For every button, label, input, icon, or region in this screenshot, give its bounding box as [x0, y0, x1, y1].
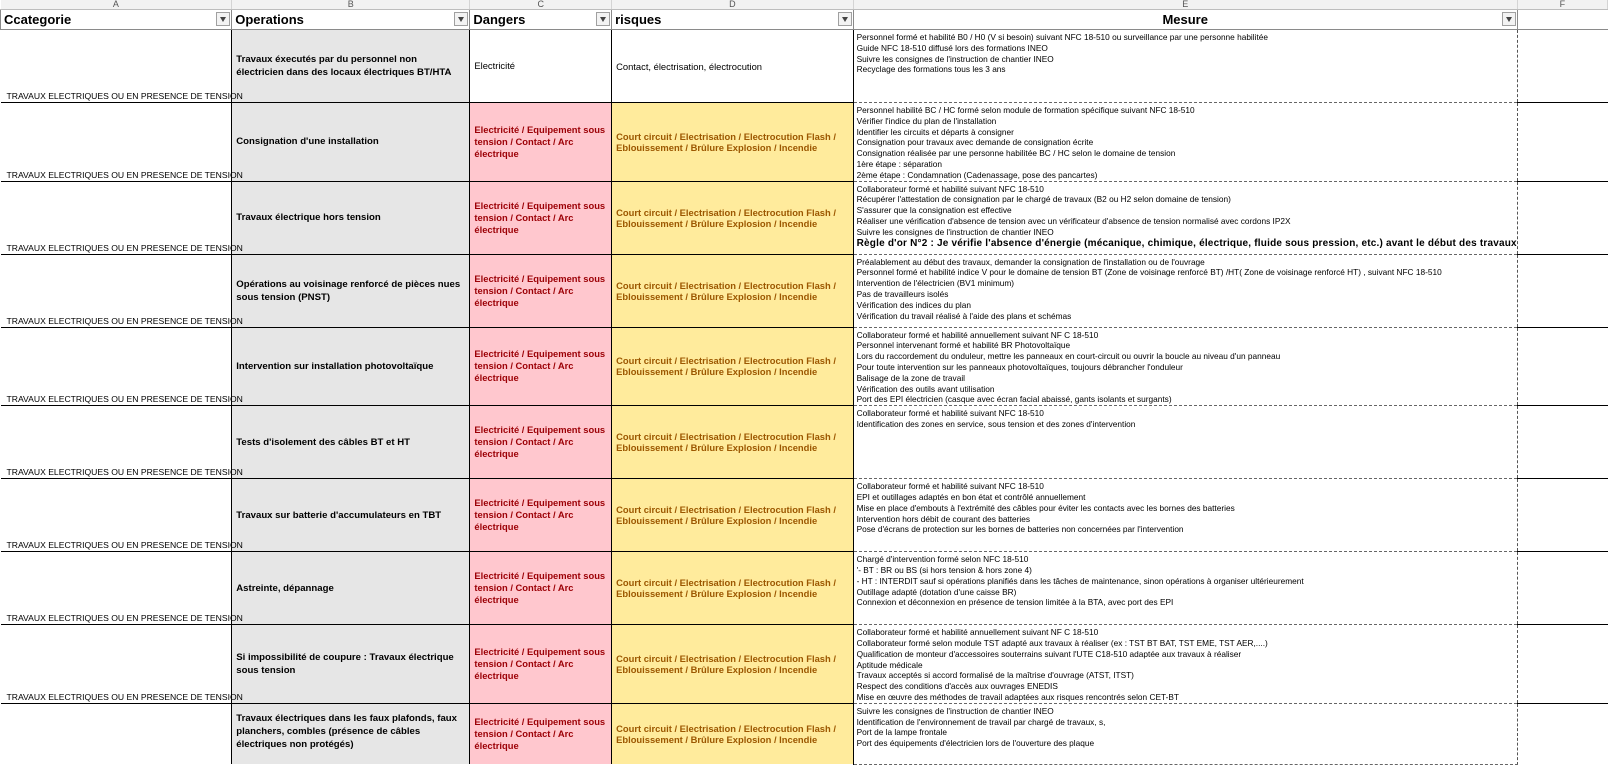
mesure-line: Lors du raccordement du onduleur, mettre les panneaux en court-circuit ou ouvrir la boucle au niveau d'un panneau [856, 351, 1281, 362]
filter-dropdown-icon[interactable] [838, 12, 852, 26]
column-letter-a[interactable]: A [1, 0, 232, 10]
cell-categorie[interactable] [1, 327, 243, 406]
mesure-line: Personnel formé et habilité B0 / H0 (V si besoin) suivant NFC 18-510 ou surveillance par une personne habilitée [856, 32, 1268, 42]
mesure-line: - HT : INTERDIT sauf si opérations planifiés dans les tâches de maintenance, sinon opérations à organiser ultérieurement [856, 575, 1304, 586]
table-row [1, 552, 1608, 625]
operation-text: Travaux électriques dans les faux plafonds, faux planchers, combles (présence de câbles électriques non protégés) [236, 712, 457, 750]
cell-operation[interactable] [232, 406, 470, 479]
mesure-line: Réaliser une vérification d'absence de tension avec un vérificateur d'absence de tension normalisé avec cordons IP2X [856, 215, 1291, 226]
cell-operation[interactable] [232, 552, 470, 625]
operation-text: Tests d'isolement des câbles BT et HT [236, 436, 411, 448]
cell-empty-f[interactable] [1517, 703, 1607, 764]
mesure-line: Consignation pour travaux avec demande de consignation écrite [856, 137, 1094, 148]
cell-danger[interactable] [470, 406, 612, 479]
danger-text: Electricité / Equipement sous tension / Contact / Arc électrique [474, 645, 606, 681]
risque-text: Court circuit / Electrisation / Electrocution Flash / Eblouissement / Brûlure Explosion / Incendie [616, 652, 836, 675]
column-letter-f[interactable]: F [1517, 0, 1607, 10]
filter-dropdown-icon[interactable] [216, 12, 230, 26]
header-operations[interactable] [232, 10, 470, 30]
cell-risque[interactable] [612, 327, 854, 406]
cell-mesure[interactable] [853, 181, 1517, 254]
categorie-text: TRAVAUX ELECTRIQUES OU EN PRESENCE DE TENSION [6, 91, 243, 101]
cell-risque[interactable] [612, 625, 854, 704]
header-risques-label: risques [615, 12, 662, 27]
danger-text: Electricité / Equipement sous tension / Contact / Arc électrique [474, 570, 606, 606]
mesure-line: Mise en œuvre des méthodes de travail adaptées aux risques rencontrés selon CET-BT [856, 691, 1179, 702]
danger-text: Electricité / Equipement sous tension / Contact / Arc électrique [474, 348, 606, 384]
mesure-line: Pour toute intervention sur les panneaux photovoltaïques, toujours débrancher l'onduleur [856, 361, 1183, 372]
cell-categorie[interactable] [1, 181, 243, 254]
categorie-text: TRAVAUX ELECTRIQUES OU EN PRESENCE DE TENSION [6, 315, 243, 326]
table-row [1, 30, 1608, 103]
operation-text: Travaux sur batterie d'accumulateurs en TBT [236, 509, 442, 521]
mesure-line: Outillage adapté (dotation d'une caisse BR) [856, 586, 1017, 597]
cell-empty-f[interactable] [1517, 327, 1607, 406]
risque-text: Contact, électrisation, électrocution [616, 60, 763, 72]
categorie-text: TRAVAUX ELECTRIQUES OU EN PRESENCE DE TENSION [6, 467, 243, 478]
mesure-line: Suivre les consignes de l'instruction de chantier INEO [856, 226, 1054, 237]
danger-text: Electricité / Equipement sous tension / Contact / Arc électrique [474, 715, 606, 751]
table-row [1, 625, 1608, 704]
cell-danger[interactable] [470, 327, 612, 406]
header-risques[interactable] [612, 10, 854, 30]
mesure-line: Travaux acceptés si accord formalisé de la maîtrise d'ouvrage (ATST, ITST) [856, 670, 1134, 681]
mesure-line: Qualification de monteur d'accessoires souterrains suivant l'UTE C18-510 adaptée aux travaux à réaliser [856, 648, 1242, 659]
cell-danger[interactable] [470, 703, 612, 764]
column-letter-e[interactable]: E [853, 0, 1517, 10]
cell-categorie[interactable] [1, 479, 243, 552]
mesure-line: Collaborateur formé selon module TST adapté aux travaux à réaliser (ex : TST BT BAT, TST EME, TST AER,....) [856, 637, 1268, 648]
header-dangers[interactable] [470, 10, 612, 30]
cell-categorie[interactable] [1, 552, 243, 625]
header-dangers-label: Dangers [473, 12, 526, 27]
operation-text: Opérations au voisinage renforcé de pièces nues sous tension (PNST) [236, 278, 461, 303]
mesure-line: Collaborateur formé et habilité annuellement suivant NF C 18-510 [856, 329, 1099, 340]
mesure-line: Chargé d'intervention formé selon NFC 18-510 [856, 554, 1029, 565]
operation-text: Travaux électrique hors tension [236, 212, 381, 224]
filter-dropdown-icon[interactable] [454, 12, 468, 26]
operation-text: Si impossibilité de coupure : Travaux électrique sous tension [236, 651, 454, 676]
risque-text: Court circuit / Electrisation / Electrocution Flash / Eblouissement / Brûlure Explosion / Incendie [616, 355, 836, 378]
categorie-text: TRAVAUX ELECTRIQUES OU EN PRESENCE DE TENSION [6, 540, 243, 551]
mesure-line: Vérification du travail réalisé à l'aide des plans et schémas [856, 310, 1072, 321]
cell-risque[interactable] [612, 552, 854, 625]
cell-mesure[interactable] [853, 479, 1517, 552]
cell-risque[interactable] [612, 703, 854, 764]
mesure-line: Port des équipements d'électricien lors de l'ouverture des plaque [856, 738, 1095, 749]
mesure-line: Récupérer l'attestation de consignation par le chargé de travaux (B2 ou H2 selon domaine de tension) [856, 194, 1231, 205]
operation-text: Astreinte, dépannage [236, 582, 334, 594]
filter-dropdown-icon[interactable] [1502, 12, 1516, 26]
cell-operation[interactable] [232, 254, 470, 327]
mesure-line: Intervention de l'électricien (BV1 minimum) [856, 278, 1015, 289]
risque-text: Court circuit / Electrisation / Electrocution Flash / Eblouissement / Brûlure Explosion / Incendie [616, 206, 836, 229]
table-row [1, 181, 1608, 254]
cell-operation[interactable] [232, 103, 470, 182]
mesure-line: Collaborateur formé et habilité suivant NFC 18-510 [856, 481, 1044, 492]
mesure-line: Aptitude médicale [856, 659, 923, 670]
mesure-line: Collaborateur formé et habilité annuellement suivant NF C 18-510 [856, 627, 1099, 638]
danger-text: Electricité / Equipement sous tension / Contact / Arc électrique [474, 497, 606, 533]
cell-empty-f[interactable] [1517, 103, 1607, 182]
risque-text: Court circuit / Electrisation / Electrocution Flash / Eblouissement / Brûlure Explosion / Incendie [616, 279, 836, 302]
cell-categorie[interactable] [1, 703, 232, 764]
risque-text: Court circuit / Electrisation / Electrocution Flash / Eblouissement / Brûlure Explosion / Incendie [616, 722, 836, 745]
cell-empty-f[interactable] [1517, 552, 1607, 625]
mesure-line: Identifier les circuits et départs à consigner [856, 126, 1014, 137]
cell-empty-f[interactable] [1517, 479, 1607, 552]
mesure-line: Pose d'écrans de protection sur les bornes de batteries non concernées par l'intervention [856, 524, 1184, 535]
column-letters-row [1, 0, 1608, 10]
header-mesure[interactable] [853, 10, 1517, 30]
cell-mesure[interactable] [853, 327, 1517, 406]
cell-mesure[interactable] [853, 30, 1517, 103]
danger-text: Electricité / Equipement sous tension / Contact / Arc électrique [474, 123, 606, 159]
risque-text: Court circuit / Electrisation / Electrocution Flash / Eblouissement / Brûlure Explosion / Incendie [616, 504, 836, 527]
filter-dropdown-icon[interactable] [596, 12, 610, 26]
danger-text: Electricité / Equipement sous tension / Contact / Arc électrique [474, 199, 606, 235]
danger-text: Electricité [474, 60, 516, 71]
cell-empty-f[interactable] [1517, 181, 1607, 254]
table-row [1, 479, 1608, 552]
cell-risque[interactable] [612, 406, 854, 479]
cell-categorie[interactable] [1, 254, 243, 327]
cell-categorie[interactable] [1, 30, 243, 103]
cell-mesure[interactable] [853, 406, 1517, 479]
cell-danger[interactable] [470, 30, 612, 103]
cell-mesure[interactable] [853, 103, 1517, 182]
cell-empty-f[interactable] [1517, 406, 1607, 479]
header-categorie-label: Ccategorie [4, 12, 72, 27]
mesure-line: Collaborateur formé et habilité suivant NFC 18-510 [856, 183, 1044, 194]
mesure-line: 1ère étape : séparation [856, 158, 942, 169]
risque-text: Court circuit / Electrisation / Electrocution Flash / Eblouissement / Brûlure Explosion / Incendie [616, 577, 836, 600]
header-mesure-label: Mesure [1162, 12, 1208, 27]
mesure-line: Mise en place d'embouts à l'extrémité des câbles pour éviter les contacts avec les bornes des batteries [856, 502, 1235, 513]
mesure-line: Suivre les consignes de l'instruction de chantier INEO [856, 705, 1054, 716]
danger-text: Electricité / Equipement sous tension / Contact / Arc électrique [474, 272, 606, 308]
mesure-line: 2ème étape : Condamnation (Cadenassage, pose des pancartes) [856, 169, 1098, 180]
cell-categorie[interactable] [1, 625, 243, 704]
mesure-line: Port de la lampe frontale [856, 727, 948, 738]
categorie-text: TRAVAUX ELECTRIQUES OU EN PRESENCE DE TENSION [6, 169, 243, 180]
operation-text: Travaux éxecutés par du personnel non électricien dans des locaux électriques BT/HTA [236, 54, 452, 78]
column-letter-b[interactable]: B [232, 0, 470, 10]
mesure-line: S'assurer que la consignation est effective [856, 205, 1012, 216]
cell-mesure[interactable] [853, 254, 1517, 327]
table-row [1, 327, 1608, 406]
cell-danger[interactable] [470, 254, 612, 327]
mesure-line: EPI et outillages adaptés en bon état et contrôlé annuellement [856, 491, 1086, 502]
cell-categorie[interactable] [1, 103, 243, 182]
cell-risque[interactable] [612, 30, 854, 103]
table-row [1, 406, 1608, 479]
cell-danger[interactable] [470, 103, 612, 182]
cell-operation[interactable] [232, 703, 470, 764]
cell-risque[interactable] [612, 181, 854, 254]
mesure-line: Guide NFC 18-510 diffusé lors des formations INEO [856, 42, 1048, 53]
mesure-line: Personnel intervenant formé et habilité BR Photovoltaïque [856, 340, 1071, 351]
cell-operation[interactable] [232, 181, 470, 254]
cell-danger[interactable] [470, 552, 612, 625]
header-empty-f[interactable] [1517, 10, 1607, 30]
cell-mesure[interactable] [853, 552, 1517, 625]
mesure-line: Recyclage des formations tous les 3 ans [856, 64, 1006, 75]
danger-text: Electricité / Equipement sous tension / Contact / Arc électrique [474, 424, 606, 460]
mesure-golden-rule: Règle d'or N°2 : Je vérifie l'absence d'énergie (mécanique, chimique, électrique, fluide sous pression, etc.) avant le début des travaux [856, 237, 1517, 249]
cell-operation[interactable] [232, 30, 470, 103]
mesure-line: Balisage de la zone de travail [856, 372, 965, 383]
categorie-text: TRAVAUX ELECTRIQUES OU EN PRESENCE DE TENSION [6, 691, 243, 702]
mesure-line: Vérifier l'indice du plan de l'installation [856, 115, 997, 126]
mesure-line: Respect des conditions d'accès aux ouvrages ENEDIS [856, 681, 1058, 692]
mesure-line: Préalablement au début des travaux, demander la consignation de l'installation ou de l'ouvrage [856, 256, 1205, 267]
cell-empty-f[interactable] [1517, 625, 1607, 704]
mesure-line: Pas de travailleurs isolés [856, 288, 949, 299]
cell-risque[interactable] [612, 479, 854, 552]
cell-categorie[interactable] [1, 406, 243, 479]
table-row [1, 703, 1608, 764]
mesure-line: Identification des zones en service, sous tension et des zones d'intervention [856, 418, 1136, 429]
cell-risque[interactable] [612, 103, 854, 182]
cell-operation[interactable] [232, 327, 470, 406]
operation-text: Intervention sur installation photovoltaïque [236, 360, 434, 372]
filter-header-row [1, 10, 1608, 30]
mesure-line: Connexion et déconnexion en présence de tension limitée à la BTA, avec port des EPI [856, 597, 1174, 608]
mesure-line: '- BT : BR ou BS (si hors tension & hors zone 4) [856, 564, 1032, 575]
column-letter-d[interactable]: D [612, 0, 854, 10]
cell-mesure[interactable] [853, 703, 1517, 764]
cell-danger[interactable] [470, 625, 612, 704]
cell-danger[interactable] [470, 479, 612, 552]
column-letter-c[interactable]: C [470, 0, 612, 10]
risque-text: Court circuit / Electrisation / Electrocution Flash / Eblouissement / Brûlure Explosion / Incendie [616, 130, 836, 153]
table-row [1, 254, 1608, 327]
mesure-line: Collaborateur formé et habilité suivant NFC 18-510 [856, 408, 1044, 419]
cell-operation[interactable] [232, 625, 470, 704]
categorie-text: TRAVAUX ELECTRIQUES OU EN PRESENCE DE TENSION [6, 613, 243, 624]
cell-empty-f[interactable] [1517, 254, 1607, 327]
mesure-line: Intervention hors débit de courant des batteries [856, 513, 1031, 524]
cell-mesure[interactable] [853, 625, 1517, 704]
cell-risque[interactable] [612, 254, 854, 327]
cell-danger[interactable] [470, 181, 612, 254]
categorie-text: TRAVAUX ELECTRIQUES OU EN PRESENCE DE TENSION [6, 394, 243, 405]
mesure-line: Personnel habilité BC / HC formé selon module de formation spécifique suivant NFC 18-510 [856, 105, 1195, 115]
operation-text: Consignation d'une installation [236, 136, 379, 148]
mesure-line: Personnel formé et habilité indice V pour le domaine de tension BT (Zone de voisinage renforcé BT) /HT( Zone de voisinage renforcé HT) , suivant NFC 18-510 [856, 267, 1442, 278]
mesure-line: Vérification des outils avant utilisation [856, 383, 995, 394]
categorie-text: TRAVAUX ELECTRIQUES OU EN PRESENCE DE TENSION [6, 242, 243, 253]
mesure-line: Vérification des indices du plan [856, 299, 971, 310]
header-operations-label: Operations [235, 12, 304, 27]
risque-text: Court circuit / Electrisation / Electrocution Flash / Eblouissement / Brûlure Explosion / Incendie [616, 431, 836, 454]
mesure-line: Identification de l'environnement de travail par chargé de travaux, s, [856, 716, 1106, 727]
header-categorie[interactable] [1, 10, 232, 30]
cell-empty-f[interactable] [1517, 30, 1607, 103]
table-row [1, 103, 1608, 182]
mesure-line: Port des EPI électricien (casque avec écran facial abaissé, gants isolants et surgants) [856, 394, 1172, 405]
cell-operation[interactable] [232, 479, 470, 552]
mesure-line: Consignation réalisée par une personne habilitée BC / HC selon le domaine de tension [856, 148, 1176, 159]
mesure-line: Suivre les consignes de l'instruction de chantier INEO [856, 53, 1054, 64]
